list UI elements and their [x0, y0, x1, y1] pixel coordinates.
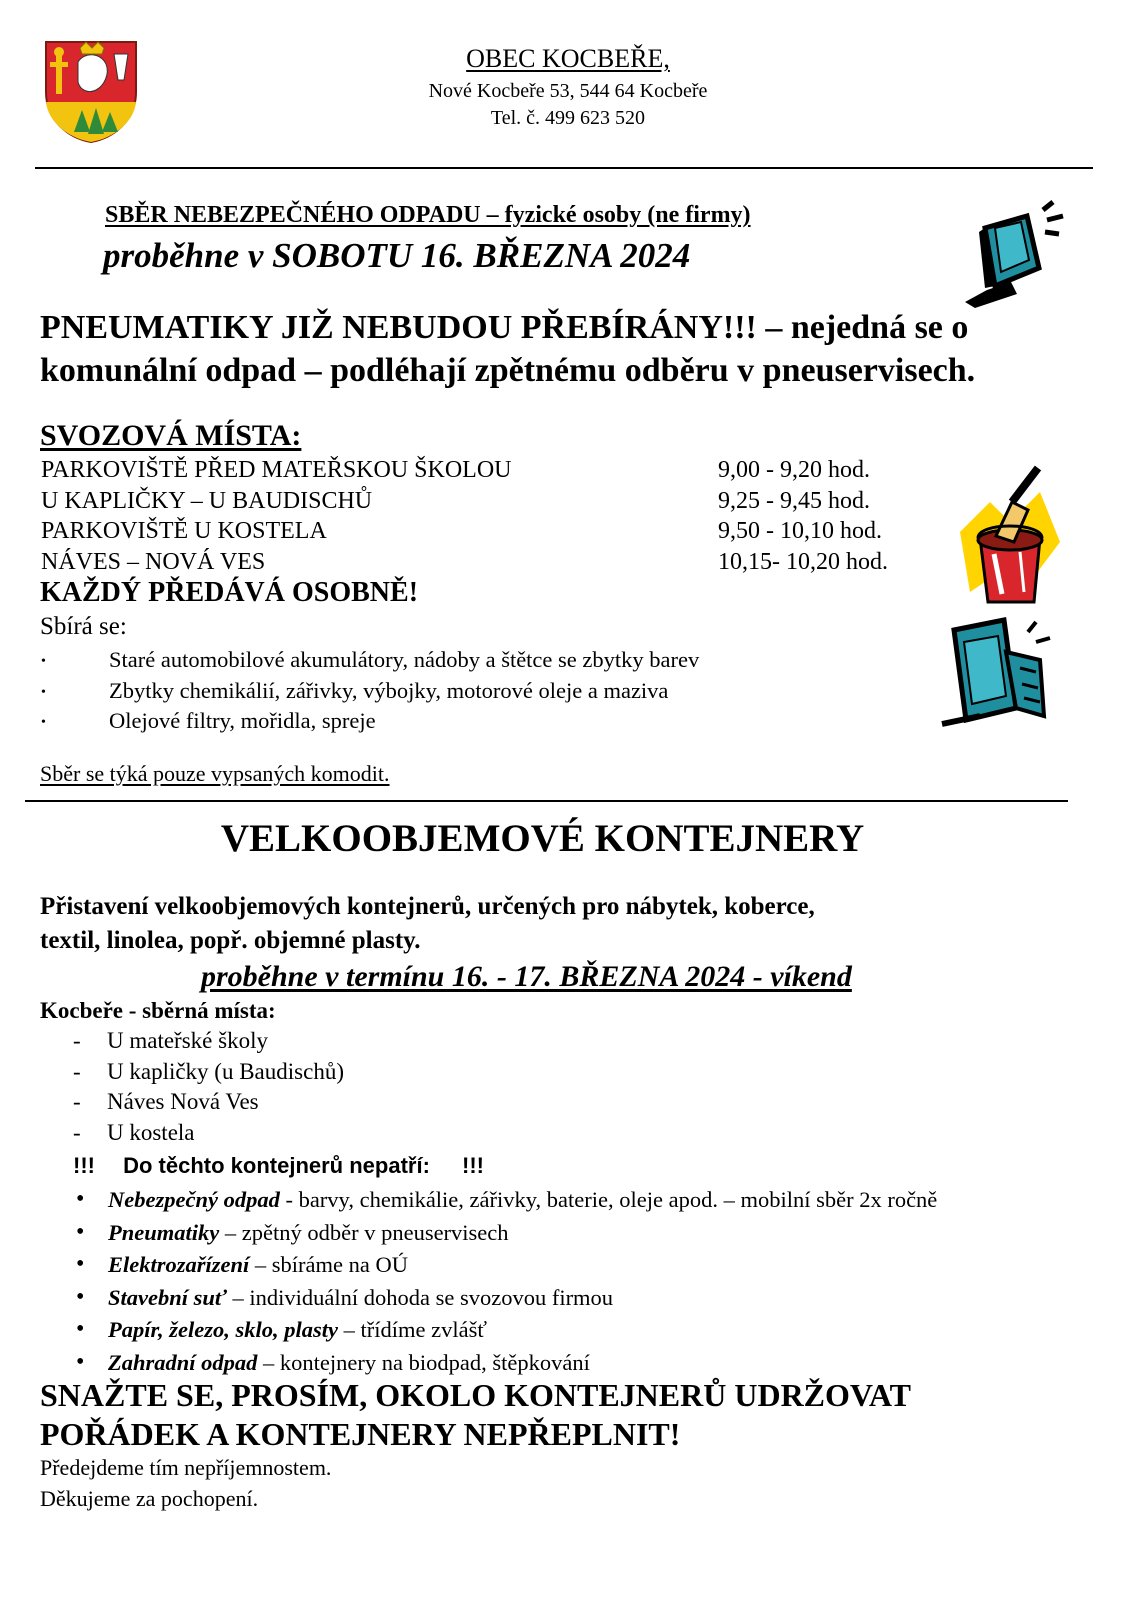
excluded-detail: – zpětný odběr v pneuservisech — [219, 1219, 509, 1245]
thanks-line-2: Děkujeme za pochopení. — [40, 1486, 259, 1511]
personal-delivery-note: KAŽDÝ PŘEDÁVÁ OSOBNĚ! — [40, 577, 419, 608]
collection-place: PARKOVIŠTĚ U KOSTELA — [41, 518, 327, 544]
tires-notice-line-1: PNEUMATIKY JIŽ NEBUDOU PŘEBÍRÁNY!!! – nejedná se o — [40, 309, 969, 346]
municipality-phone: Tel. č. 499 623 520 — [490, 107, 646, 129]
collected-label: Sbírá se: — [40, 613, 127, 640]
excluded-term: Pneumatiky — [108, 1219, 220, 1245]
tires-notice-line-2: komunální odpad – podléhají zpětnému odběru v pneuservisech. — [40, 352, 976, 389]
coat-of-arms-icon — [44, 40, 138, 144]
excluded-term: Nebezpečný odpad — [108, 1187, 280, 1212]
excluded-detail: - barvy, chemikálie, zářivky, baterie, oleje apod. – mobilní sběr 2x ročně — [279, 1187, 938, 1212]
container-place: - U mateřské školy — [73, 1026, 344, 1057]
commodities-note: Sběr se týká pouze vypsaných komodit. — [40, 761, 390, 786]
collection-place: NÁVES – NOVÁ VES — [41, 548, 266, 575]
collected-item: • Zbytky chemikálií, zářivky, výbojky, motorové oleje a maziva — [41, 676, 699, 707]
excluded-detail: – třídíme zvlášť — [338, 1317, 487, 1342]
collection-time: 9,50 - 10,10 hod. — [718, 518, 882, 544]
containers-heading: VELKOOBJEMOVÉ KONTEJNERY — [220, 817, 865, 860]
excluded-exclamation: !!! — [462, 1153, 485, 1178]
closing-line-1: SNAŽTE SE, PROSÍM, OKOLO KONTEJNERŮ UDRŽOVAT — [40, 1377, 911, 1413]
containers-date: proběhne v termínu 16. - 17. BŘEZNA 2024 - víkend — [201, 960, 852, 993]
excluded-item — [76, 1217, 937, 1250]
computer-monitor-icon — [955, 198, 1070, 310]
container-place: - U kapličky (u Baudischů) — [73, 1057, 344, 1088]
container-place: - Náves Nová Ves — [73, 1087, 344, 1118]
collection-time: 9,25 - 9,45 hod. — [718, 487, 870, 514]
collection-places-heading: SVOZOVÁ MÍSTA: — [40, 419, 302, 452]
excluded-heading — [73, 1151, 484, 1181]
excluded-term: Stavební suť — [108, 1284, 227, 1310]
excluded-item — [76, 1249, 937, 1282]
paint-bucket-icon — [950, 462, 1070, 612]
excluded-term: Elektrozařízení — [108, 1252, 250, 1277]
excluded-exclamation: !!! — [73, 1153, 95, 1178]
containers-intro-line-2: textil, linolea, popř. objemné plasty. — [40, 927, 421, 954]
municipality-address: Nové Kocbeře 53, 544 64 Kocbeře — [428, 80, 708, 102]
thanks-line-1: Předejdeme tím nepříjemnostem. — [40, 1455, 332, 1480]
collection-place: PARKOVIŠTĚ PŘED MATEŘSKOU ŠKOLOU — [41, 457, 512, 483]
containers-places-label: Kocbeře - sběrná místa: — [40, 998, 276, 1023]
collected-item: • Staré automobilové akumulátory, nádoby a štětce se zbytky barev — [41, 645, 699, 676]
containers-intro-line-1: Přistavení velkoobjemových kontejnerů, určených pro nábytek, koberce, — [40, 893, 815, 920]
excluded-detail: – sbíráme na OÚ — [249, 1252, 408, 1277]
excluded-term: Papír, železo, sklo, plasty — [108, 1317, 338, 1342]
excluded-heading-text: Do těchto kontejnerů nepatří: — [123, 1153, 430, 1178]
header-divider — [35, 167, 1093, 169]
collection-place: U KAPLIČKY – U BAUDISCHŮ — [41, 487, 373, 514]
excluded-item — [76, 1314, 937, 1347]
excluded-item — [76, 1184, 937, 1217]
excluded-term: Zahradní odpad — [108, 1349, 258, 1375]
excluded-detail: – kontejnery na biodpad, štěpkování — [257, 1349, 590, 1375]
section-divider — [25, 800, 1068, 802]
appliance-icon — [940, 612, 1060, 732]
collected-item: • Olejové filtry, mořidla, spreje — [41, 706, 699, 737]
hazardous-heading: SBĚR NEBEZPEČNÉHO ODPADU – fyzické osoby (ne firmy) — [105, 202, 751, 228]
collection-time: 9,00 - 9,20 hod. — [718, 457, 870, 483]
excluded-detail: – individuální dohoda se svozovou firmou — [226, 1284, 614, 1310]
closing-line-2: POŘÁDEK A KONTEJNERY NEPŘEPLNIT! — [40, 1416, 681, 1452]
container-place: - U kostela — [73, 1118, 344, 1149]
collection-time: 10,15- 10,20 hod. — [718, 548, 888, 575]
municipality-name: OBEC KOCBEŘE, — [466, 44, 670, 73]
excluded-item — [76, 1282, 937, 1315]
hazardous-date: proběhne v SOBOTU 16. BŘEZNA 2024 — [103, 236, 691, 275]
